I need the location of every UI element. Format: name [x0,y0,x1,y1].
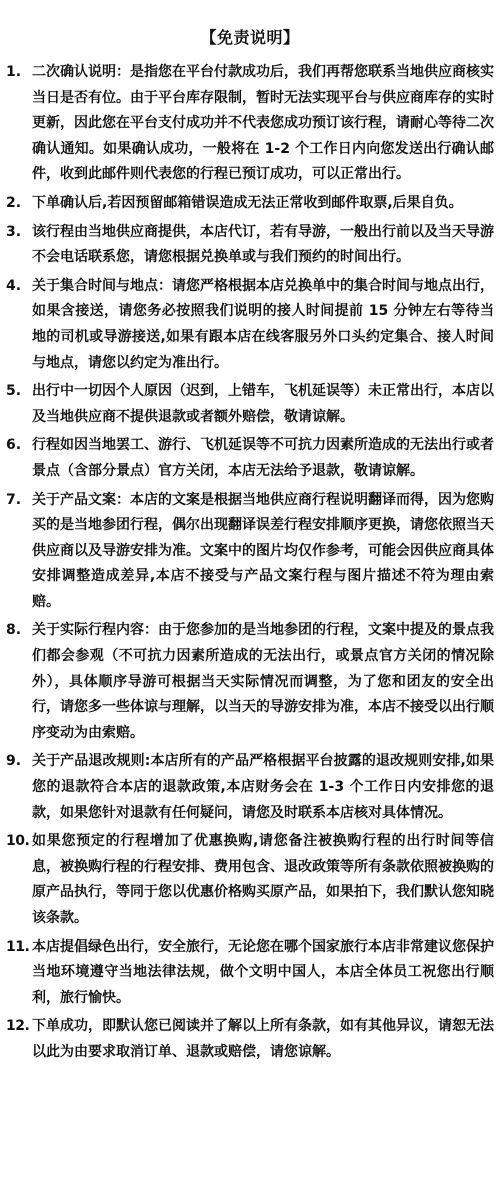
item-number: 7. [6,491,22,508]
item-number: 11. [6,938,30,955]
item-text: 关于实际行程内容：由于您参加的是当地参团的行程，文案中提及的景点我们都会参观（不可抗力因素所造成的无法出行，或景点官方关闭的情况除外），具体顺序导游可根据当天实际情况而调整，为了您和团友的安全出行，请您多一些体谅与理解，以当天的导游安排为准，本店不接受以出行顺序变动为由索赔。 [32,622,494,741]
item-text: 下单成功，即默认您已阅读并了解以上所有条款，如有其他异议，请恕无法以此为由要求取消订单、退款或赔偿，请您谅解。 [32,1018,494,1060]
item-text: 本店提倡绿色出行，安全旅行，无论您在哪个国家旅行本店非常建议您保护当地环境遵守当地法律法规，做个文明中国人，本店全体员工祝您出行顺利，旅行愉快。 [32,938,494,1006]
list-item [6,433,494,484]
list-item [6,749,494,826]
list-item [6,220,494,271]
item-text: 出行中一切因个人原因（迟到，上错车，飞机延误等）未正常出行，本店以及当地供应商不提供退款或者额外赔偿，敬请谅解。 [32,383,494,425]
item-text: 关于产品退改规则:本店所有的产品严格根据平台披露的退改规则安排,如果您的退款符合本店的退款政策,本店财务会在 1-3 个工作日内安排您的退款，如果您针对退款有任何疑问，请您及时联系本店核对具体情况。 [32,753,494,821]
list-item [6,1014,494,1065]
list-item [6,488,494,616]
item-number: 2. [6,194,22,211]
item-number: 6. [6,437,22,454]
item-number: 5. [6,383,22,400]
item-number: 10. [6,833,30,850]
list-item [6,829,494,931]
document-title: 【免责说明】 [200,28,300,47]
list-item [6,618,494,746]
item-text: 关于产品文案：本店的文案是根据当地供应商行程说明翻译而得，因为您购买的是当地参团行程，偶尔出现翻译误差行程安排顺序更换，请您依照当天供应商以及导游安排为准。文案中的图片均仅作参考，可能会因供应商具体安排调整造成差异,本店不接受与产品文案行程与图片描述不符为理由索赔。 [32,491,494,610]
item-number: 12. [6,1018,30,1035]
list-item [6,191,494,217]
list-item [6,60,494,188]
list-item [6,274,494,376]
item-text: 关于集合时间与地点：请您严格根据本店兑换单中的集合时间与地点出行，如果含接送，请您务必按照我们说明的接人时间提前 15 分钟左右等待当地的司机或导游接送,如果有跟本店在线客服另外口头约定集合、接人时间与地点，请您以约定为准出行。 [32,277,494,371]
item-text: 如果您预定的行程增加了优惠换购,请您备注被换购行程的出行时间等信息，被换购行程的行程安排、费用包含、退改政策等所有条款依照被换购的原产品执行，等同于您以优惠价格购买原产品，如果拍下，我们默认您知晓该条款。 [32,833,494,926]
item-text: 二次确认说明：是指您在平台付款成功后，我们再帮您联系当地供应商核实当日是否有位。由于平台库存限制，暂时无法实现平台与供应商库存的实时更新，因此您在平台支付成功并不代表您成功预订该行程，请耐心等待二次确认通知。如果确认成功，一般将在 1-2 个工作日内向您发送出行确认邮件，收到此邮件则代表您的行程已预订成功，可以正常出行。 [32,64,494,183]
item-number: 4. [6,277,22,294]
list-item [6,379,494,430]
disclaimer-list [6,60,494,1066]
list-item [6,935,494,1012]
item-number: 1. [6,64,22,80]
item-text: 行程如因当地罢工、游行、飞机延误等不可抗力因素所造成的无法出行或者景点（含部分景点）官方关闭，本店无法给予退款，敬请谅解。 [32,437,494,479]
item-number: 8. [6,622,22,639]
item-number: 9. [6,753,22,770]
item-number: 3. [6,223,22,240]
item-text: 下单确认后,若因预留邮箱错误造成无法正常收到邮件取票,后果自负。 [32,194,463,211]
item-text: 该行程由当地供应商提供，本店代订，若有导游，一般出行前以及当天导游不会电话联系您，请您根据兑换单或与我们预约的时间出行。 [32,223,494,266]
